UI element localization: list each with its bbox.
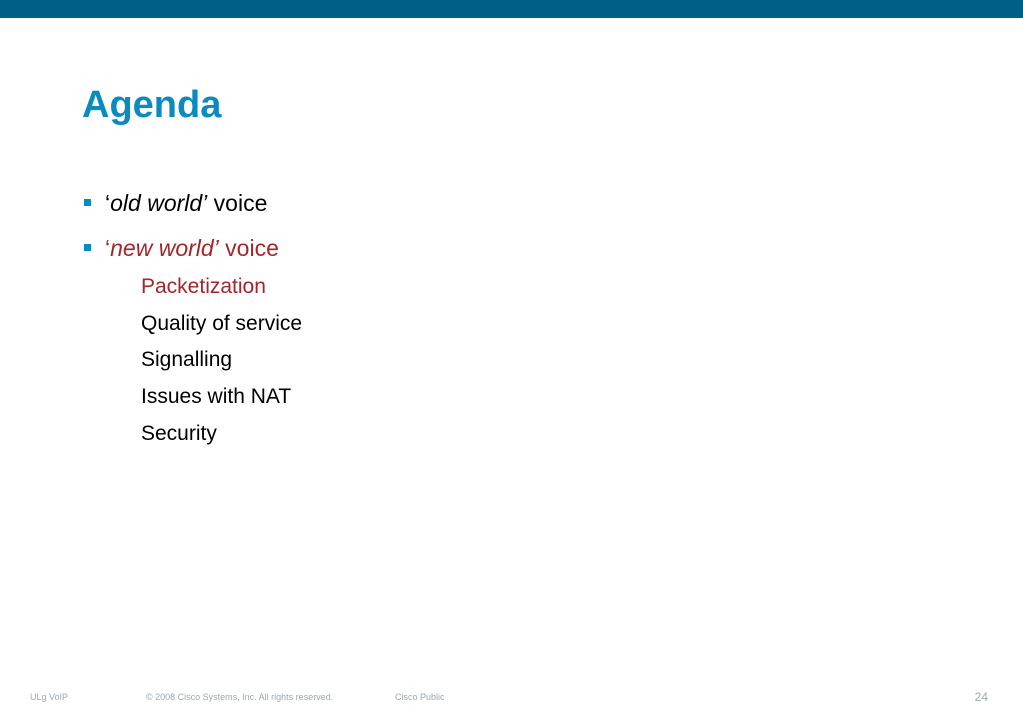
subitem-issues-with-nat: Issues with NAT <box>141 385 292 408</box>
bullet-open-quote: ‘ <box>105 190 111 216</box>
bullet-text: voice <box>218 235 279 261</box>
subitem-quality-of-service: Quality of service <box>141 312 303 335</box>
bullet-text: voice <box>207 190 268 216</box>
bullet-square-icon <box>84 244 91 251</box>
footer-copyright: © 2008 Cisco Systems, Inc. All rights reserved. <box>146 692 334 702</box>
bullet-open-quote: ‘ <box>105 235 111 261</box>
subitem-signalling: Signalling <box>141 348 233 371</box>
footer-classification: Cisco Public <box>395 692 445 702</box>
page-number: 24 <box>974 690 988 704</box>
bullet-old-world-voice <box>84 188 267 218</box>
subitem-packetization: Packetization <box>141 275 266 298</box>
bullet-new-world-voice <box>84 233 279 263</box>
footer-course-label: ULg VoIP <box>30 692 69 702</box>
bullet-italic-text: new world’ <box>110 235 219 261</box>
bullet-square-icon <box>84 199 91 206</box>
subitem-security: Security <box>141 422 217 445</box>
top-banner <box>0 0 1023 18</box>
bullet-italic-text: old world’ <box>110 190 208 216</box>
slide-title: Agenda <box>82 84 222 126</box>
